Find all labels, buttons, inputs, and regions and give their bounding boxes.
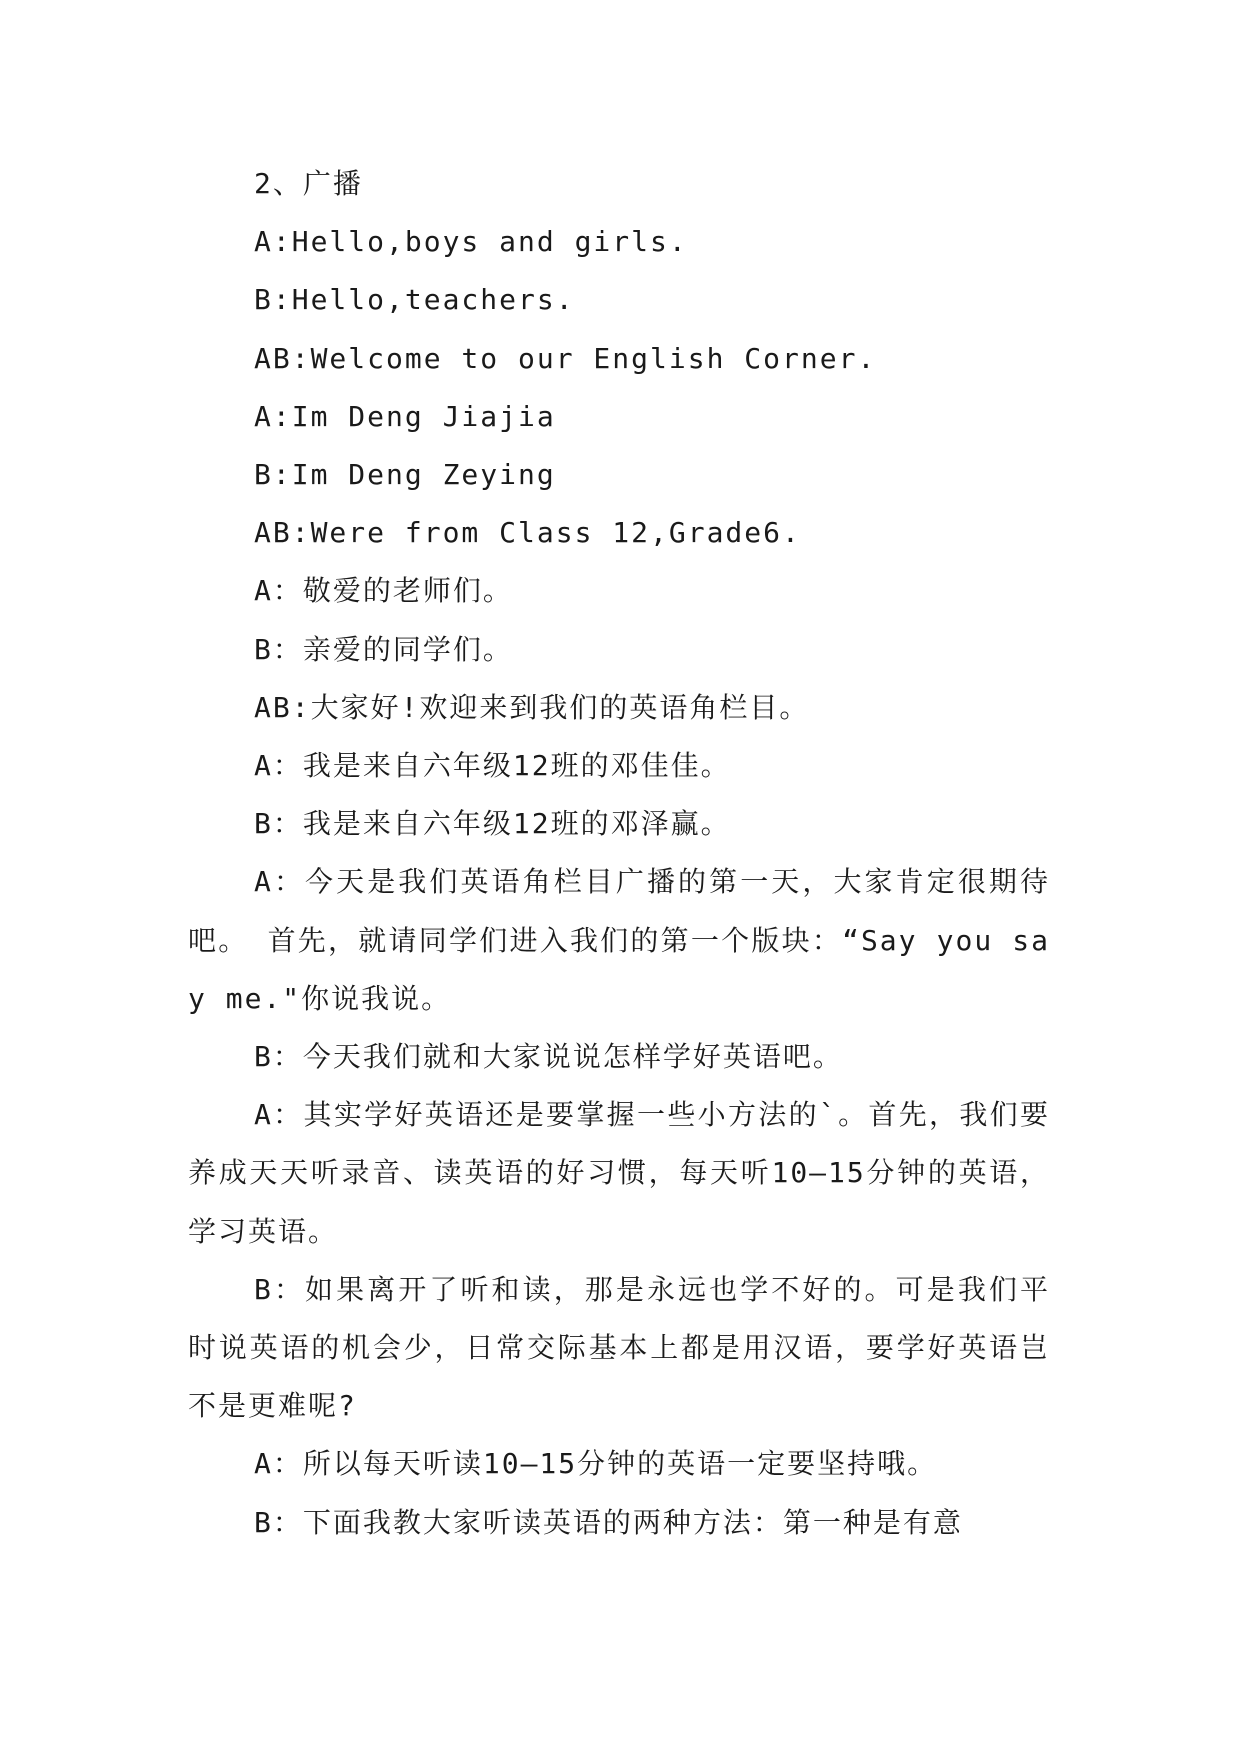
section-heading: 2、广播 — [254, 167, 363, 200]
dialogue-line: B：今天我们就和大家说说怎样学好英语吧。 — [254, 1040, 843, 1074]
dialogue-line: B：我是来自六年级12班的邓泽赢。 — [254, 807, 731, 841]
dialogue-line: A:Im Deng Jiajia — [254, 399, 556, 433]
dialogue-line: AB:Were from Class 12,Grade6. — [254, 516, 801, 550]
dialogue-line: A：我是来自六年级12班的邓佳佳。 — [254, 749, 731, 783]
dialogue-line: AB:大家好!欢迎来到我们的英语角栏目。 — [254, 690, 810, 724]
dialogue-line: B:Im Deng Zeying — [254, 458, 556, 492]
dialogue-line: B：如果离开了听和读，那是永远也学不好的。可是我们平时说英语的机会少，日常交际基本上都是用汉语，要学好英语岂不是更难呢? — [188, 1272, 1050, 1423]
dialogue-line: AB:Welcome to our English Corner. — [254, 341, 877, 375]
dialogue-line: A：所以每天听读10—15分钟的英语一定要坚持哦。 — [254, 1447, 938, 1481]
dialogue-line: B：下面我教大家听读英语的两种方法：第一种是有意 — [254, 1505, 963, 1539]
dialogue-line: A：其实学好英语还是要掌握一些小方法的`。首先，我们要养成天天听录音、读英语的好习惯，每天听10—15分钟的英语，学习英语。 — [188, 1098, 1050, 1248]
dialogue-line: A：今天是我们英语角栏目广播的第一天，大家肯定很期待吧。 首先，就请同学们进入我们的第一个版块：“Say you say me."你说我说。 — [188, 865, 1050, 1015]
dialogue-line: B：亲爱的同学们。 — [254, 632, 513, 666]
dialogue-line: A：敬爱的老师们。 — [254, 574, 513, 608]
dialogue-line: A:Hello,boys and girls. — [254, 225, 688, 259]
document-body — [188, 155, 1050, 1552]
dialogue-line: B:Hello,teachers. — [254, 283, 575, 317]
